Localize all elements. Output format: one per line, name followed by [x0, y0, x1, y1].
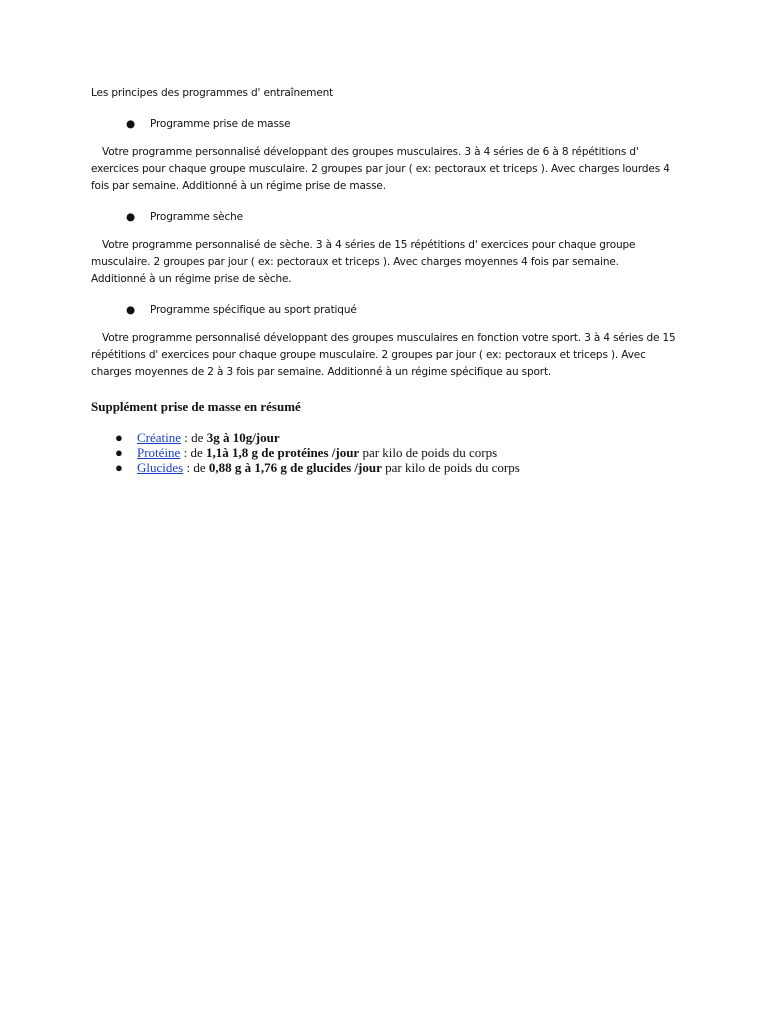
list-item [115, 430, 520, 445]
proteine-link[interactable]: Protéine [137, 445, 181, 460]
section-heading-label: Programme prise de masse [150, 118, 291, 130]
item-rest: par kilo de poids du corps [359, 445, 498, 460]
item-separator: : de [181, 430, 207, 445]
item-dose: 3g à 10g/jour [206, 430, 280, 445]
bullet-icon: ● [115, 460, 123, 475]
bullet-icon: ● [126, 211, 136, 223]
list-item [115, 460, 520, 475]
supplement-title: Supplément prise de masse en résumé [91, 399, 301, 414]
section-heading-label: Programme sèche [150, 211, 243, 223]
item-separator: : de [180, 445, 206, 460]
section-heading [126, 209, 243, 226]
bullet-icon: ● [126, 118, 136, 130]
bullet-icon: ● [115, 445, 123, 460]
item-dose: 1,1à 1,8 g de protéines /jour [205, 445, 360, 460]
item-separator: : de [183, 460, 209, 475]
document-title: Les principes des programmes d' entraînement [91, 87, 334, 99]
item-dose: 0,88 g à 1,76 g de glucides /jour [208, 460, 382, 475]
list-item [115, 445, 520, 460]
section-heading [126, 116, 290, 133]
section-heading-label: Programme spécifique au sport pratiqué [150, 304, 357, 316]
creatine-link[interactable]: Créatine [137, 430, 182, 445]
section-body: Votre programme personnalisé développant des groupes musculaires en fonction votre sport. 3 à 4 séries de 15 répétitions d' exercices pour chaque groupe musculaire. 2 groupes par jour ( ex: pectoraux et triceps ). Avec charges moyennes de 2 à 3 fois par semaine. Additionné à un régime spécifique au sport. [91, 332, 676, 378]
section-body: Votre programme personnalisé de sèche. 3 à 4 séries de 15 répétitions d' exercices pour chaque groupe musculaire. 2 groupes par jour ( ex: pectoraux et triceps ). Avec charges moyennes 4 fois par semaine. Additionné à un régime prise de sèche. [91, 239, 636, 285]
glucides-link[interactable]: Glucides [137, 460, 184, 475]
section-body: Votre programme personnalisé développant des groupes musculaires. 3 à 4 séries de 6 à 8 répétitions d' exercices pour chaque groupe musculaire. 2 groupes par jour ( ex: pectoraux et triceps ). Avec charges lourdes 4 fois par semaine. Additionné à un régime prise de masse. [91, 146, 670, 192]
supplement-list [115, 430, 520, 475]
section-heading [126, 302, 357, 319]
item-rest: par kilo de poids du corps [381, 460, 520, 475]
bullet-icon: ● [115, 430, 123, 445]
bullet-icon: ● [126, 304, 136, 316]
